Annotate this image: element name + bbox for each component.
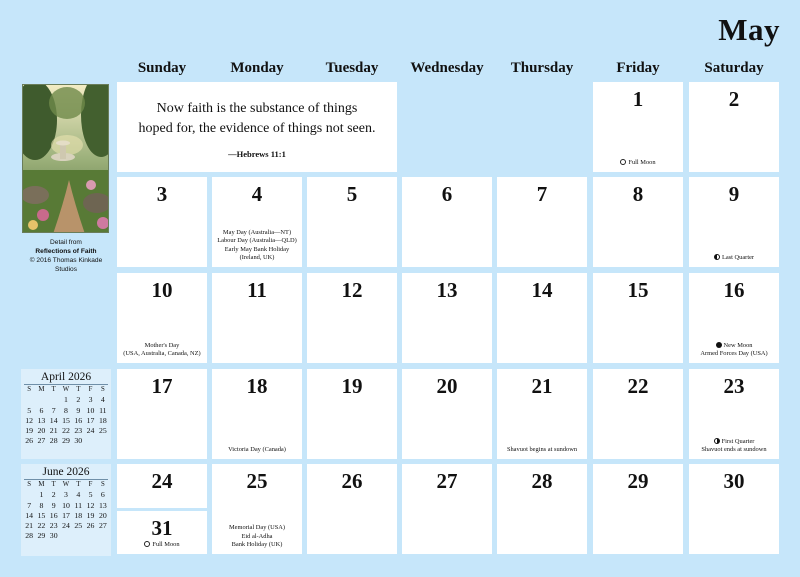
day-note-text: Labour Day (Australia—QLD) <box>217 237 297 245</box>
mini-weekday: S <box>100 386 105 393</box>
mini-day: 20 <box>37 426 46 436</box>
weekday-header: Monday <box>230 60 284 76</box>
day-number: 17 <box>151 374 173 398</box>
day-number: 31 <box>151 516 173 540</box>
day-number: 11 <box>247 278 267 302</box>
day-note <box>119 541 205 550</box>
mini-day <box>23 395 35 405</box>
day-number: 16 <box>723 278 745 302</box>
mini-day: 26 <box>25 436 34 446</box>
mini-day: 15 <box>37 510 46 520</box>
day-number: 25 <box>246 469 268 493</box>
day-cell[interactable] <box>497 464 587 554</box>
day-number: 18 <box>246 374 268 398</box>
day-note <box>499 446 585 455</box>
caption-line-4: Studios <box>55 266 77 273</box>
day-note-text: Victoria Day (Canada) <box>228 446 286 454</box>
mini-day: 8 <box>39 500 44 510</box>
day-notes <box>214 446 300 455</box>
mini-weekday: W <box>62 386 70 393</box>
day-number: 30 <box>723 469 745 493</box>
mini-weekday: T <box>76 386 81 393</box>
mini-day: 1 <box>64 395 68 405</box>
quote-text <box>117 99 397 139</box>
quote-line-2: hoped for, the evidence of things not seen. <box>138 121 376 136</box>
mini-day: 27 <box>37 436 46 446</box>
day-cell[interactable] <box>689 82 779 172</box>
mini-day: 30 <box>49 531 58 541</box>
mini-day: 10 <box>62 500 70 510</box>
day-cell[interactable] <box>402 177 492 267</box>
day-cell[interactable] <box>402 273 492 363</box>
quote-reference: —Hebrews 11:1 <box>228 149 286 159</box>
moon-phase-icon <box>714 254 720 260</box>
mini-calendar-title: April 2026 <box>24 369 108 385</box>
mini-calendar-june <box>21 464 111 556</box>
mini-day: 22 <box>62 426 70 436</box>
day-note <box>119 350 205 359</box>
day-note <box>214 541 300 550</box>
mini-day: 21 <box>25 521 34 531</box>
day-number: 24 <box>151 469 173 493</box>
day-note-text: May Day (Australia—NT) <box>222 228 292 236</box>
mini-day: 9 <box>51 500 56 510</box>
moon-phase-icon <box>620 159 626 165</box>
weekday-header: Saturday <box>704 60 764 76</box>
day-number: 15 <box>627 278 649 302</box>
mini-day: 6 <box>39 405 44 415</box>
mini-day: 4 <box>76 490 81 500</box>
mini-day: 14 <box>49 415 58 425</box>
day-note-text: Last Quarter <box>721 254 755 262</box>
day-note <box>595 159 681 168</box>
moon-phase-icon <box>714 438 720 444</box>
day-number: 1 <box>632 87 644 111</box>
day-number: 7 <box>536 182 548 206</box>
day-notes <box>214 524 300 550</box>
day-note <box>691 350 777 359</box>
day-notes <box>691 438 777 455</box>
day-note-text: (Ireland, UK) <box>239 254 275 262</box>
mini-day <box>72 531 84 541</box>
day-cell[interactable] <box>497 369 587 459</box>
mini-day <box>35 395 47 405</box>
mini-day: 22 <box>37 521 46 531</box>
day-note <box>214 524 300 533</box>
day-cell[interactable] <box>212 464 302 554</box>
mini-day: 15 <box>62 415 70 425</box>
day-note <box>691 342 777 351</box>
day-cell[interactable] <box>307 273 397 363</box>
day-cell[interactable] <box>307 177 397 267</box>
day-notes <box>691 254 777 263</box>
mini-weekday: T <box>76 481 81 488</box>
day-note <box>214 533 300 542</box>
mini-day: 25 <box>74 521 83 531</box>
mini-day: 11 <box>99 405 107 415</box>
day-cell[interactable] <box>117 273 207 363</box>
caption-line-3: © 2016 Thomas Kinkade <box>29 257 103 264</box>
mini-day: 17 <box>86 415 95 425</box>
day-note <box>691 438 777 447</box>
day-note-text: Bank Holiday (UK) <box>231 541 283 549</box>
mini-day <box>97 531 109 541</box>
quote-cell <box>117 82 397 172</box>
mini-day <box>97 436 109 446</box>
weekday-header: Sunday <box>137 60 187 76</box>
mini-day: 7 <box>27 500 32 510</box>
day-cell[interactable] <box>117 464 207 508</box>
mini-day: 7 <box>51 405 56 415</box>
mini-day: 12 <box>25 415 34 425</box>
mini-day: 29 <box>37 531 46 541</box>
day-note-text: Shavuot ends at sundown <box>701 446 767 454</box>
painting-image <box>22 84 109 233</box>
mini-day: 8 <box>64 405 68 415</box>
day-cell[interactable] <box>689 369 779 459</box>
day-note <box>214 446 300 455</box>
mini-day: 18 <box>98 415 107 425</box>
mini-day: 24 <box>86 426 95 436</box>
mini-weekday: T <box>51 481 56 488</box>
day-number: 22 <box>627 374 649 398</box>
day-cell[interactable] <box>593 273 683 363</box>
day-number: 21 <box>531 374 553 398</box>
weekday-header: Friday <box>616 60 660 76</box>
month-title: May <box>718 12 780 47</box>
day-number: 8 <box>632 182 644 206</box>
mini-day: 27 <box>98 521 107 531</box>
mini-day: 9 <box>76 405 81 415</box>
mini-day: 10 <box>86 405 95 415</box>
day-notes <box>119 541 205 550</box>
mini-day: 14 <box>25 510 34 520</box>
mini-day: 21 <box>49 426 58 436</box>
mini-weekday: T <box>51 386 56 393</box>
mini-weekday: S <box>27 386 32 393</box>
day-cell[interactable] <box>593 82 683 172</box>
mini-weekday: M <box>38 481 45 488</box>
day-cell[interactable] <box>689 464 779 554</box>
mini-day: 17 <box>62 510 70 520</box>
day-cell[interactable] <box>689 177 779 267</box>
day-number: 13 <box>436 278 458 302</box>
day-note-text: Shavuot begins at sundown <box>506 446 578 454</box>
day-number: 12 <box>341 278 363 302</box>
day-notes <box>691 342 777 359</box>
day-number: 28 <box>531 469 553 493</box>
day-notes <box>119 342 205 359</box>
day-note <box>214 254 300 263</box>
day-cell[interactable] <box>593 177 683 267</box>
mini-day: 16 <box>49 510 58 520</box>
day-cell[interactable] <box>497 273 587 363</box>
day-notes <box>214 229 300 263</box>
mini-weekday: F <box>88 386 93 393</box>
day-note-text: Full Moon <box>628 159 656 167</box>
mini-day: 3 <box>88 395 93 405</box>
mini-weekday: F <box>88 481 93 488</box>
moon-phase-icon <box>144 541 150 547</box>
mini-day: 1 <box>39 490 44 500</box>
mini-day: 29 <box>62 436 70 446</box>
day-cell[interactable] <box>402 369 492 459</box>
quote-line-1: Now faith is the substance of things <box>156 101 358 116</box>
day-note <box>214 229 300 238</box>
day-note-text: Armed Forces Day (USA) <box>700 350 768 358</box>
day-cell[interactable] <box>212 369 302 459</box>
caption-title: Reflections of Faith <box>35 248 97 255</box>
mini-day: 19 <box>86 510 95 520</box>
mini-day: 13 <box>37 415 46 425</box>
mini-day <box>23 490 35 500</box>
day-notes <box>595 159 681 168</box>
day-cell[interactable] <box>212 177 302 267</box>
mini-day: 11 <box>74 500 83 510</box>
day-cell[interactable] <box>689 273 779 363</box>
day-number: 6 <box>441 182 453 206</box>
mini-day: 18 <box>74 510 83 520</box>
day-number: 10 <box>151 278 173 302</box>
day-number: 19 <box>341 374 363 398</box>
day-note <box>214 246 300 255</box>
day-cell[interactable] <box>307 369 397 459</box>
mini-day: 13 <box>98 500 107 510</box>
day-number: 3 <box>156 182 168 206</box>
painting-caption <box>18 238 114 274</box>
mini-calendar-april <box>21 369 111 459</box>
day-number: 2 <box>728 87 740 111</box>
day-number: 26 <box>341 469 363 493</box>
mini-day: 28 <box>25 531 34 541</box>
day-note-text: Early May Bank Holiday <box>224 245 290 253</box>
day-cell[interactable] <box>593 369 683 459</box>
day-note <box>691 254 777 263</box>
mini-weekday: S <box>100 481 105 488</box>
caption-line-1: Detail from <box>50 239 82 246</box>
mini-day: 19 <box>25 426 34 436</box>
mini-day: 23 <box>74 426 83 436</box>
day-note-text: Memorial Day (USA) <box>228 524 286 532</box>
day-cell[interactable] <box>307 464 397 554</box>
mini-day: 3 <box>64 490 68 500</box>
mini-day: 28 <box>49 436 58 446</box>
day-number: 9 <box>728 182 740 206</box>
day-number: 29 <box>627 469 649 493</box>
mini-day: 2 <box>51 490 56 500</box>
day-cell[interactable] <box>117 369 207 459</box>
mini-day: 23 <box>49 521 58 531</box>
weekday-header: Tuesday <box>325 60 379 76</box>
mini-day: 5 <box>27 405 32 415</box>
day-cell[interactable] <box>402 464 492 554</box>
day-note-text: (USA, Australia, Canada, NZ) <box>123 350 201 358</box>
mini-day: 24 <box>62 521 70 531</box>
day-note-text: Eid al-Adha <box>241 532 273 540</box>
moon-phase-icon <box>716 342 722 348</box>
weekday-header: Thursday <box>510 60 574 76</box>
mini-day: 25 <box>98 426 107 436</box>
mini-weekday: W <box>62 481 70 488</box>
day-note <box>119 342 205 351</box>
mini-weekday: S <box>27 481 32 488</box>
mini-day: 20 <box>98 510 107 520</box>
mini-weekday: M <box>38 386 45 393</box>
day-cell[interactable] <box>212 273 302 363</box>
garden-painting-illustration <box>23 85 109 233</box>
mini-day: 6 <box>100 490 105 500</box>
mini-day: 26 <box>86 521 95 531</box>
mini-day <box>60 531 72 541</box>
day-notes <box>499 446 585 455</box>
day-number: 20 <box>436 374 458 398</box>
day-number: 5 <box>346 182 358 206</box>
day-note-text: First Quarter <box>721 437 755 445</box>
mini-day: 16 <box>74 415 83 425</box>
mini-calendar-grid <box>21 480 111 542</box>
day-note <box>214 237 300 246</box>
day-note-text: Full Moon <box>152 541 180 549</box>
day-cell[interactable] <box>497 177 587 267</box>
day-cell[interactable] <box>117 177 207 267</box>
day-note <box>691 446 777 455</box>
mini-day <box>84 436 96 446</box>
mini-day: 12 <box>86 500 95 510</box>
day-note-text: Mother's Day <box>144 341 180 349</box>
day-cell[interactable] <box>593 464 683 554</box>
day-number: 4 <box>251 182 263 206</box>
day-note-text: New Moon <box>723 341 753 349</box>
mini-day: 2 <box>76 395 81 405</box>
day-number: 14 <box>531 278 553 302</box>
mini-day <box>48 395 60 405</box>
weekday-header: Wednesday <box>410 60 484 76</box>
mini-day: 5 <box>88 490 93 500</box>
mini-calendar-title: June 2026 <box>24 464 108 480</box>
mini-day: 4 <box>100 395 105 405</box>
mini-day <box>84 531 96 541</box>
day-number: 27 <box>436 469 458 493</box>
day-cell[interactable] <box>117 511 207 554</box>
day-number: 23 <box>723 374 745 398</box>
mini-day: 30 <box>74 436 83 446</box>
mini-calendar-grid <box>21 385 111 447</box>
